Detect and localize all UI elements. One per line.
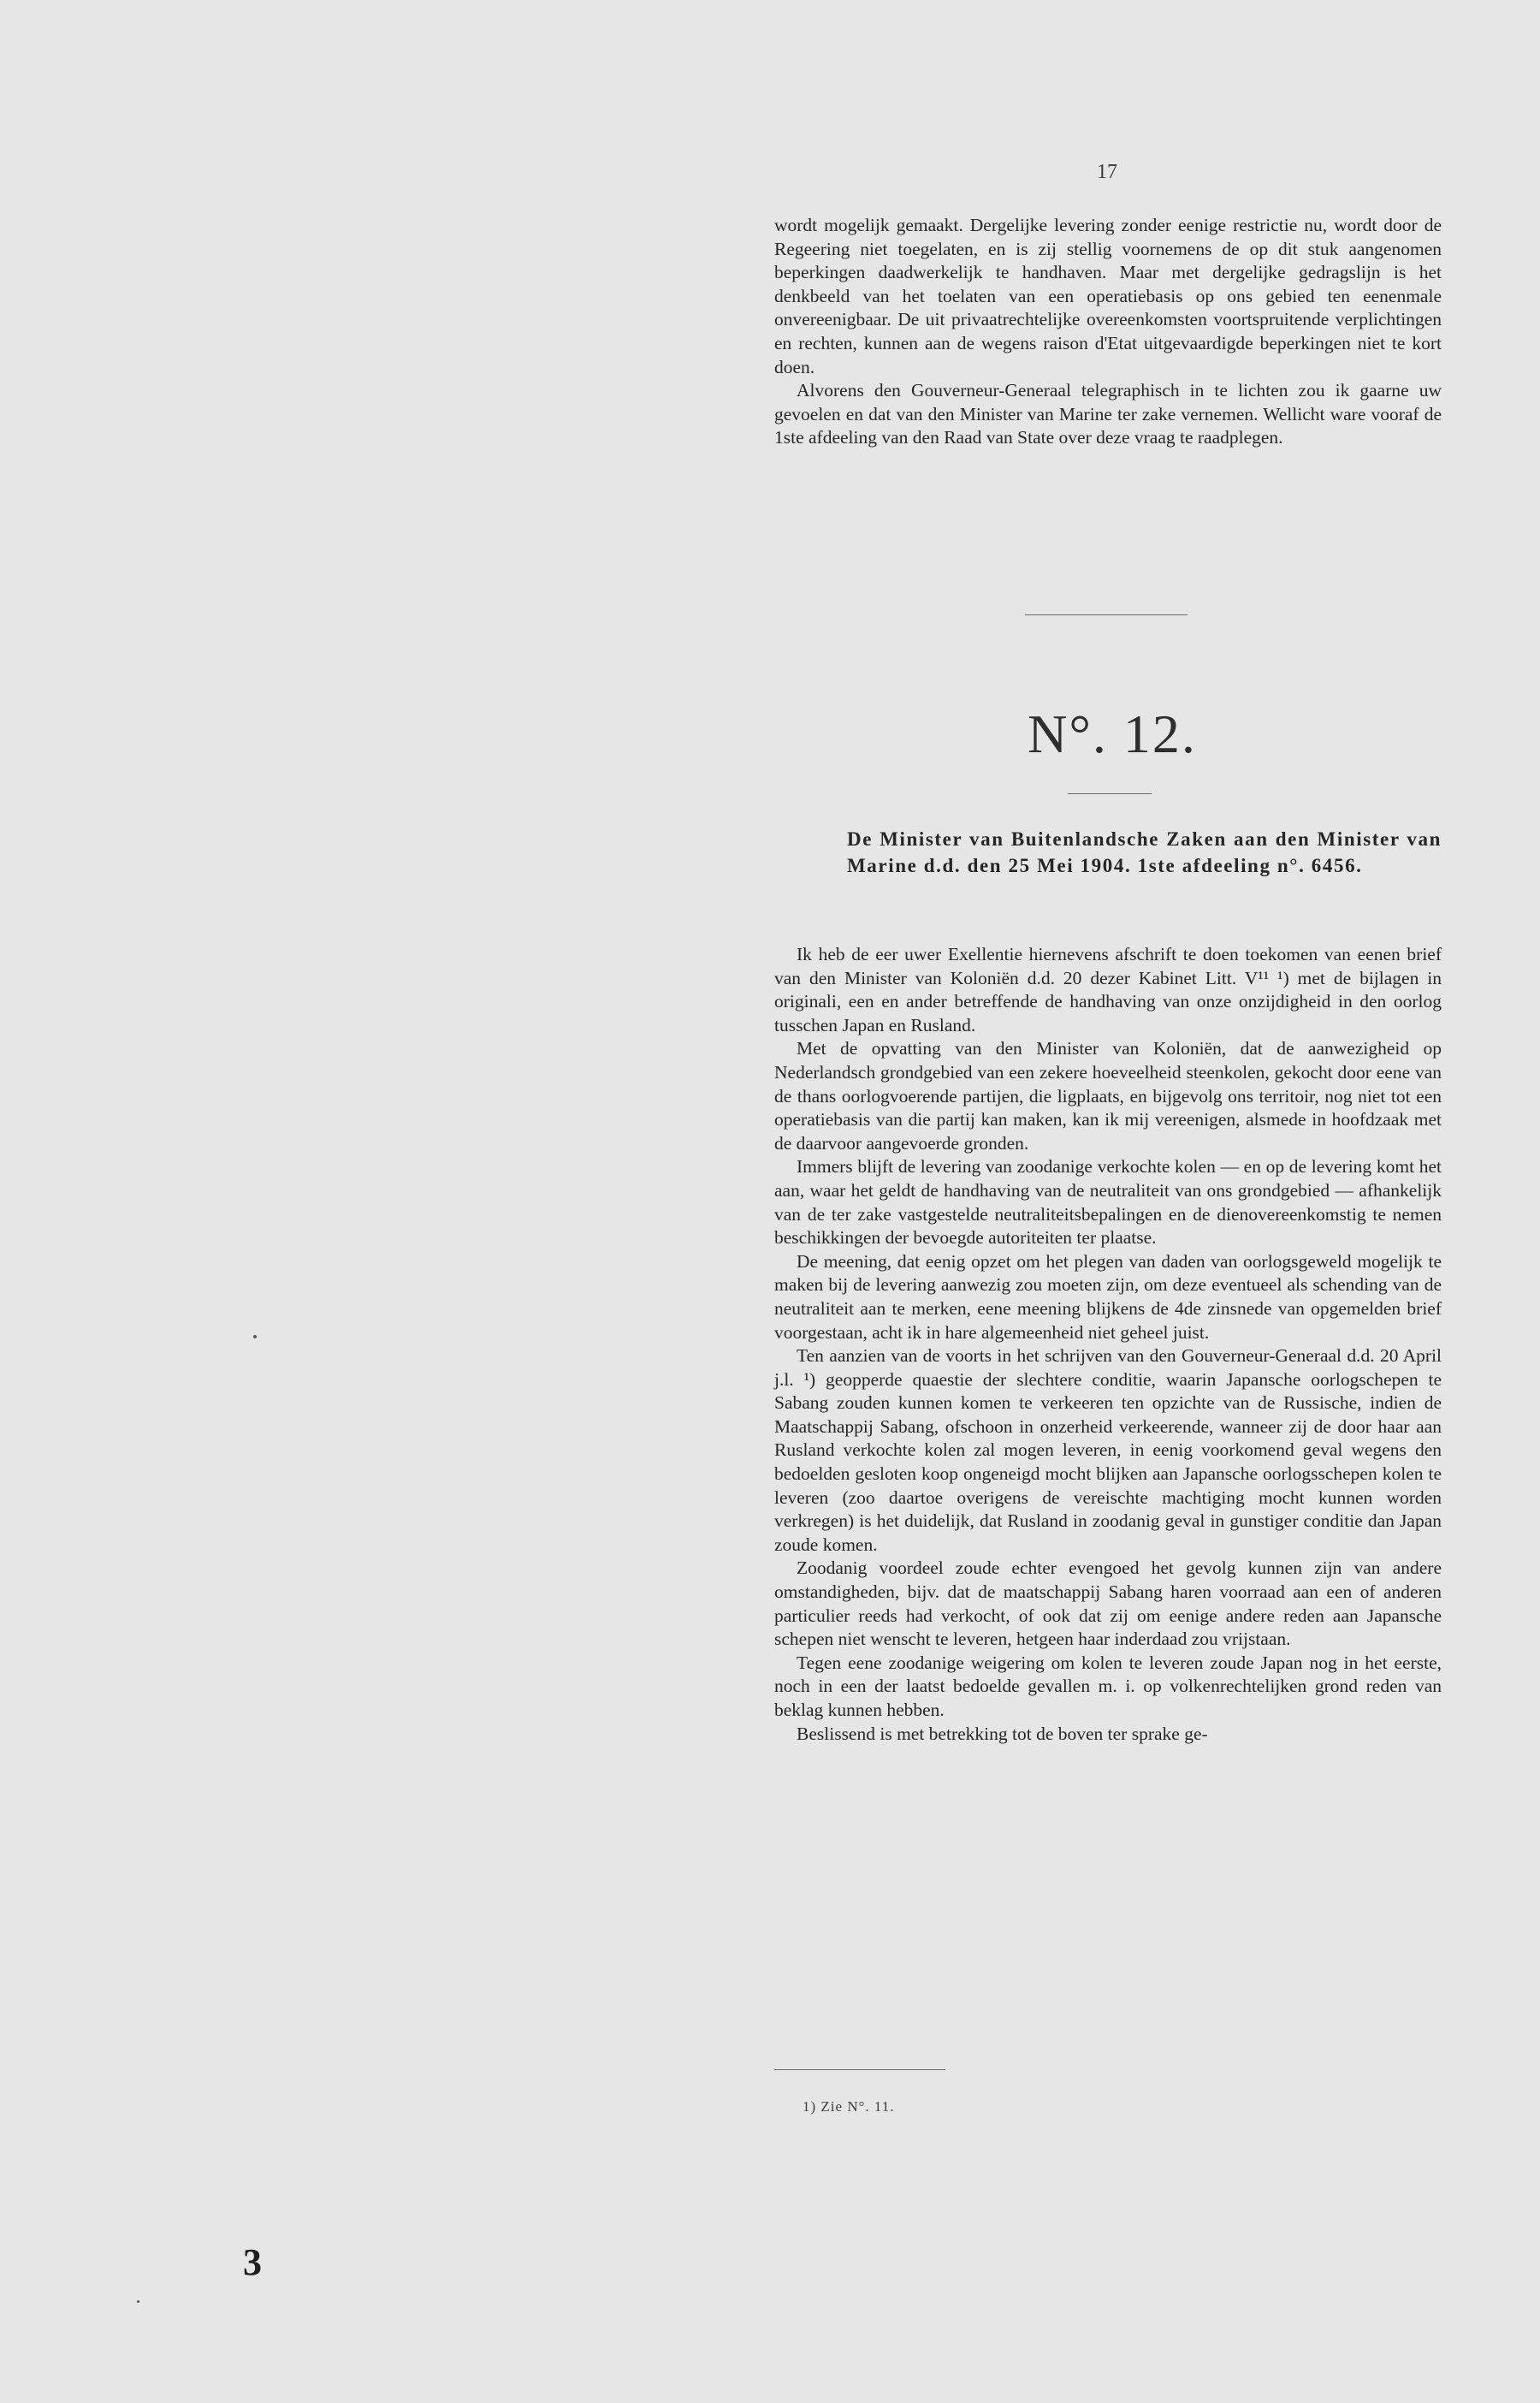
paper-speck [253, 1335, 257, 1338]
paragraph: Immers blijft de levering van zoodanige verkochte kolen — en op de levering komt het aan, waar het geldt de handhaving van de neutraliteit van ons grondgebied — afhankelijk van de ter zake vastgestelde neutraliteitsbepalingen en de dienovereenkomstig te nemen beschikkingen der bevoegde autoriteiten ter plaatse. [774, 1156, 1442, 1249]
paragraph: De meening, dat eenig opzet om het plegen van daden van oorlogsgeweld mogelijk te maken bij de levering aanwezig zou moeten zijn, om deze eventueel als schending van de neutraliteit aan te merken, eene meening blijkens de 4de zinsnede van opgemelden brief voorgestaan, acht ik in hare algemeenheid niet geheel juist. [774, 1250, 1442, 1343]
paragraph: Ten aanzien van de voorts in het schrijven van den Gouverneur-Generaal d.d. 20 April j.l. ¹) geopperde quaestie der slechtere conditie, waarin Japansche oorlogschepen te Sabang zouden kunnen komen te verkeeren ten opzichte van de Russische, indien de Maatschappij Sabang, ofschoon in onzerheid verkeerende, wanneer zij de door haar aan Rusland verkochte kolen zal mogen leveren, in eenig voorkomend geval wegens den bedoelden gesloten koop ongeneigd mocht blijken aan Japansche oorlogsschepen kolen te leveren (zoo daartoe overigens de vereischte machtiging mocht kunnen worden verkregen) is het duidelijk, dat Rusland in zoodanig geval in gunstiger conditie dan Japan zoude komen. [774, 1345, 1442, 1555]
paragraph: Met de opvatting van den Minister van Koloniën, dat de aanwezigheid op Nederlandsch grondgebied van een zekere hoeveelheid steenkolen, gekocht door eene van de thans oorlogvoerende partijen, die ligplaats, en bijgevolg ons territoir, nog niet tot een operatiebasis van die partij kan maken, kan ik mij vereenigen, alsmede in hoofdzaak met de daarvoor aangevoerde gronden. [774, 1038, 1442, 1154]
paragraph: Tegen eene zoodanige weigering om kolen te leveren zoude Japan nog in het eerste, noch in een der laatst bedoelde gevallen m. i. op volkenrechtelijken grond reden van beklag kunnen hebben. [774, 1652, 1442, 1720]
document-heading: De Minister van Buitenlandsche Zaken aan den Minister van Marine d.d. den 25 Mei 1904. 1ste afdeeling n°. 6456. [847, 828, 1442, 876]
footnote: 1) Zie N°. 11. [803, 2098, 895, 2115]
document-number: N°. 12. [1028, 703, 1197, 764]
document-body [774, 943, 1442, 1746]
paragraph: Ik heb de eer uwer Exellentie hiernevens afschrift te doen toekomen van eenen brief van den Minister van Koloniën d.d. 20 dezer Kabinet Litt. V¹¹ ¹) met de bijlagen in originali, een en ander betreffende de handhaving van onze onzijdigheid in den oorlog tusschen Japan en Rusland. [774, 944, 1442, 1035]
paragraph: Zoodanig voordeel zoude echter evengoed het gevolg kunnen zijn van andere omstandigheden, bijv. dat de maatschappij Sabang haren voorraad aan een of anderen particulier reeds had verkocht, of ook dat zij om eenige andere reden aan Japansche schepen niet wenscht te leveren, hetgeen haar inderdaad zou vrijstaan. [774, 1558, 1442, 1650]
paragraph: Beslissend is met betrekking tot de boven ter sprake ge- [797, 1723, 1208, 1744]
paper-speck [137, 2300, 139, 2303]
paragraph: Alvorens den Gouverneur-Generaal telegraphisch in te lichten zou ik gaarne uw gevoelen en dat van den Minister van Marine ter zake vernemen. Wellicht ware vooraf de 1ste afdeeling van den Raad van State over deze vraag te raadplegen. [774, 380, 1442, 448]
number-underline [1068, 793, 1152, 794]
page-number: 17 [1097, 161, 1117, 183]
top-text [774, 214, 1442, 450]
paragraph: wordt mogelijk gemaakt. Dergelijke levering zonder eenige restrictie nu, wordt door de Regeering niet toegelaten, en is zij stellig voornemens de op dit stuk aangenomen beperkingen daadwerkelijk te handhaven. Maar met dergelijke gedragslijn is het denkbeeld van het toelaten van een operatiebasis op ons gebied ten eenenmale onvereenigbaar. De uit privaatrechtelijke overeenkomsten voortspruitende verplichtingen en rechten, kunnen aan de wegens raison d'Etat uitgevaardigde beperkingen niet te kort doen. [774, 215, 1442, 377]
footnote-rule [774, 2069, 945, 2070]
sheet-number: 3 [243, 2241, 262, 2283]
section-divider [1025, 614, 1188, 615]
